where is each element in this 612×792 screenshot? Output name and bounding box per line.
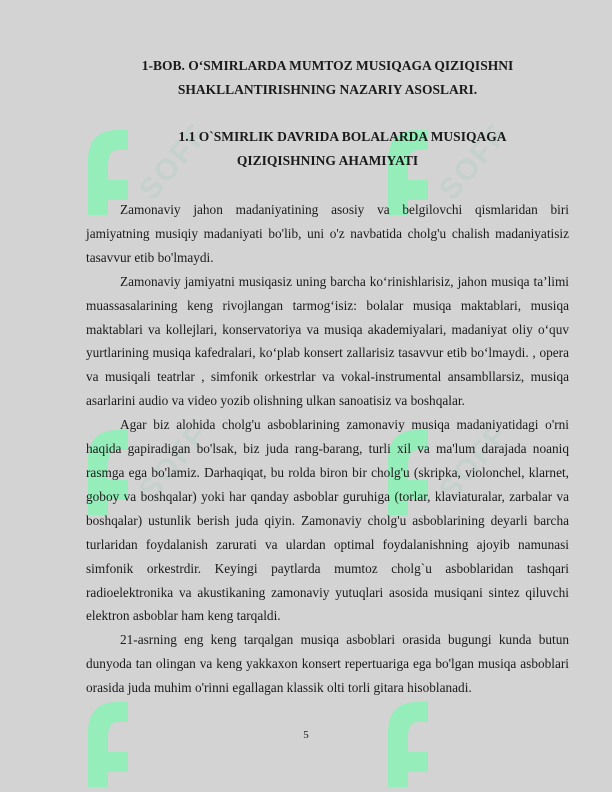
paragraph: Zamonaviy jamiyatni musiqasiz uning barcha ko‘rinishlarisiz, jahon musiqa ta’limi muassasalarining keng rivojlangan tarmog‘isiz: bolalar musiqa maktablari, musiqa maktablari va kollejlari, konservatoriya va musiqa akademiyalari, madaniyat oliy o‘quv yurtlarining musiqa kafedralari, ko‘plab konsert zallarisiz tasavvur etib bo‘lmaydi. , opera va musiqali teatrlar , simfonik orkestrlar va vokal-instrumental ansambllarsiz, musiqa asarlarini audio va video yozib olishning ulkan sanoatisiz va boshqalar. (86, 273, 569, 409)
chapter-title (86, 54, 569, 102)
watermark-logo-icon (78, 692, 138, 792)
chapter-title-line2: SHAKLLANTIRISHNING NAZARIY ASOSLARI. (177, 82, 478, 97)
paragraph: 21-asrning eng keng tarqalgan musiqa asboblari orasida bugungi kunda butun dunyoda tan olingan va keng yakkaxon konsert repertuariga ega bo'lgan musiqa asboblari orasida juda muhim o'rinni egallagan klassik olti torli gitara hisoblanadi. (86, 632, 569, 696)
section-title-line1: 1.1 O`SMIRLIK DAVRIDA BOLALARDA MUSIQAGA (178, 129, 507, 144)
watermark-text: SOFF (433, 417, 515, 507)
section-title (86, 125, 569, 173)
watermark-text: SOFF (133, 417, 215, 507)
paragraph: Zamonaviy jahon madaniyatining asosiy va belgilovchi qismlaridan biri jamiyatning musiqiy madaniyati bo'lib, uni o'z navbatida cholg'u chalish madaniyatisiz tasavvur etib bo'lmaydi. (86, 202, 569, 265)
body-text (86, 198, 569, 700)
watermark-text: SOFF (433, 117, 515, 207)
section-title-line2: QIZIQISHNING AHAMIYATI (236, 153, 419, 168)
page-number: 5 (303, 729, 309, 741)
watermark-text: SOFF (133, 117, 215, 207)
watermark-logo-icon (378, 692, 438, 792)
paragraph: Agar biz alohida cholg'u asboblarining zamonaviy musiqa madaniyatidagi o'rni haqida gapiradigan bo'lsak, biz juda rang-barang, turli xil va ma'lum darajada noaniq rasmga ega bo'lamiz. Darhaqiqat, bu rolda biron bir cholg'u (skripka, violonchel, klarnet, goboy va boshqalar) yoki har qanday asboblar guruhiga (torlar, klaviaturalar, zarbalar va boshqalar) ustunlik berish juda qiyin. Zamonaviy cholg'u asboblarining deyarli barcha turlaridan foydalanish zarurati va ulardan optimal foydalanishning ajoyib namunasi simfonik orkestrdir. Keyingi paytlarda mumtoz cholg`u asboblaridan tashqari radioelektronika va akustikaning zamonaviy yutuqlari asosida musiqani sintez qiluvchi elektron asboblar ham keng tarqaldi. (86, 417, 569, 624)
chapter-title-line1: 1-BOB. O‘SMIRLARDA MUMTOZ MUSIQAGA QIZIQISHNI (141, 58, 514, 73)
